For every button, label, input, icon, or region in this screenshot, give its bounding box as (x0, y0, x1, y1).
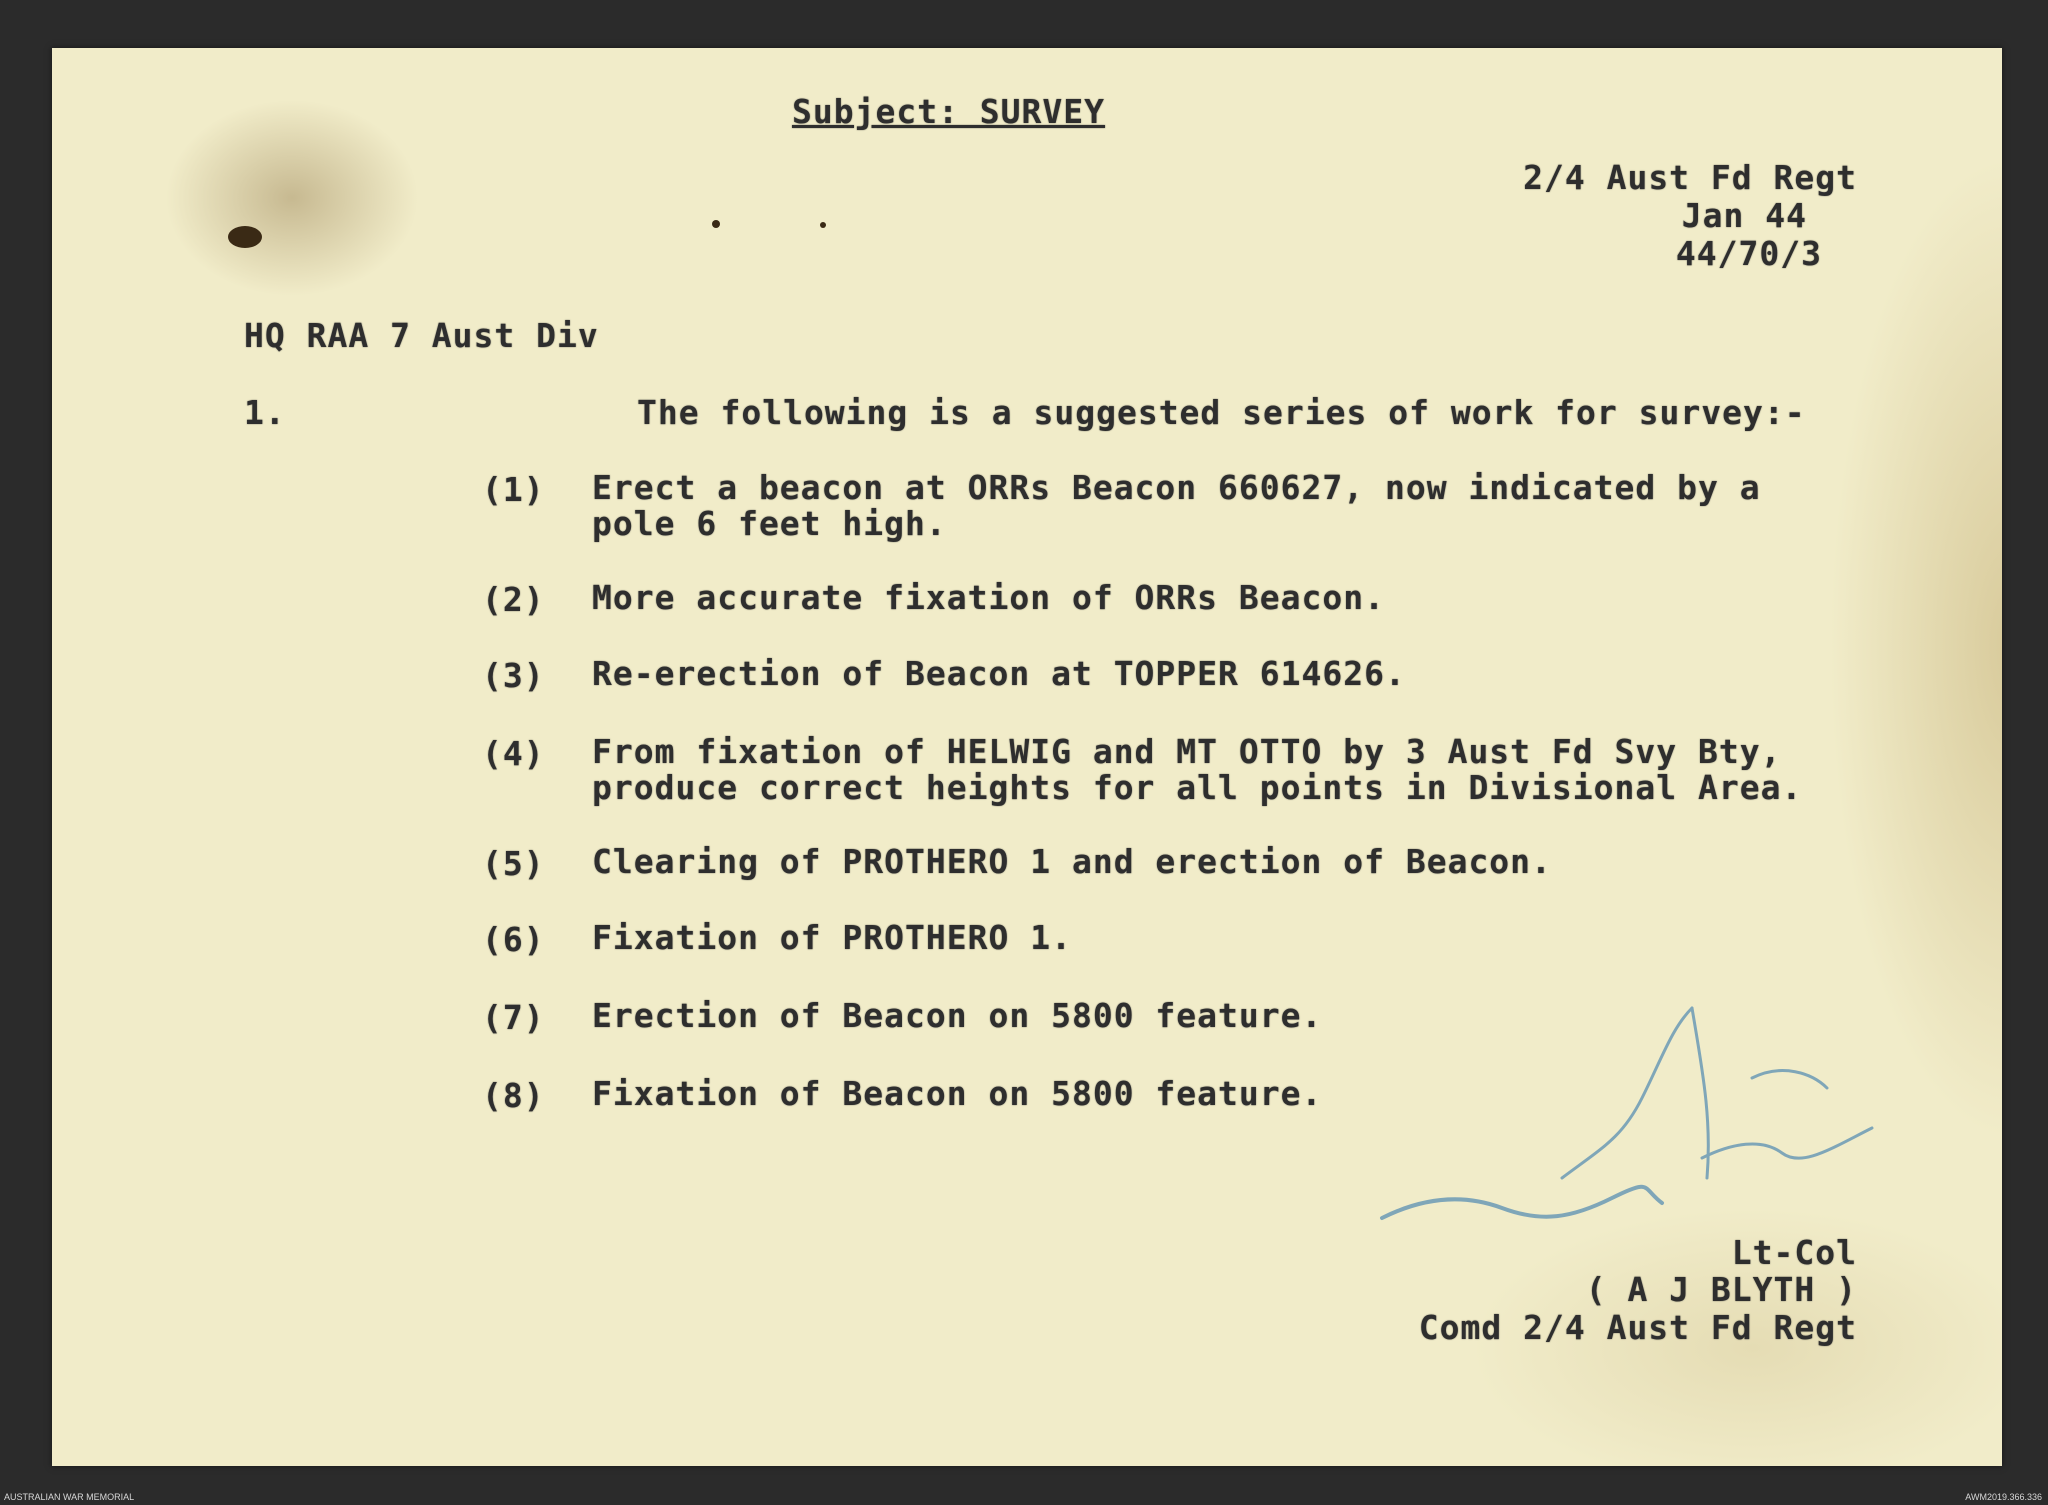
signatory-name: ( A J BLYTH ) (1585, 1270, 1857, 1309)
paragraph-number: 1. (244, 393, 286, 432)
item-number: (3) (482, 656, 545, 695)
ink-stain (820, 222, 826, 228)
item-text: Erection of Beacon on 5800 feature. (592, 996, 1323, 1035)
subject-heading: Subject: SURVEY (792, 92, 1106, 131)
item-number: (5) (482, 844, 545, 883)
file-reference: 44/70/3 (1675, 234, 1822, 273)
item-number: (8) (482, 1076, 545, 1115)
ink-stain (228, 226, 262, 248)
item-text: Fixation of Beacon on 5800 feature. (592, 1074, 1323, 1113)
item-text: From fixation of HELWIG and MT OTTO by 3 Aust Fd Svy Bty, produce correct heights for all points in Divisional Area. (592, 732, 1803, 807)
handwritten-signature (1312, 948, 1932, 1278)
item-text: Fixation of PROTHERO 1. (592, 918, 1072, 957)
item-number: (7) (482, 998, 545, 1037)
item-text: Clearing of PROTHERO 1 and erection of Beacon. (592, 842, 1552, 881)
item-number: (2) (482, 580, 545, 619)
archive-credit: AUSTRALIAN WAR MEMORIAL (4, 1492, 135, 1502)
item-number: (1) (482, 470, 545, 509)
signatory-title: Comd 2/4 Aust Fd Regt (1418, 1308, 1857, 1347)
document-date: Jan 44 (1681, 196, 1807, 235)
archive-reference: AWM2019.366.336 (1965, 1492, 2042, 1502)
item-text: Re-erection of Beacon at TOPPER 614626. (592, 654, 1406, 693)
document-sheet (52, 48, 2002, 1466)
item-number: (4) (482, 734, 545, 773)
item-text: More accurate fixation of ORRs Beacon. (592, 578, 1385, 617)
ink-stain (712, 220, 720, 228)
sender-unit: 2/4 Aust Fd Regt (1523, 158, 1857, 197)
signatory-rank: Lt-Col (1731, 1233, 1857, 1272)
item-number: (6) (482, 920, 545, 959)
item-text: Erect a beacon at ORRs Beacon 660627, now indicated by a pole 6 feet high. (592, 468, 1761, 543)
paragraph-intro: The following is a suggested series of work for survey:- (637, 393, 1806, 432)
addressee: HQ RAA 7 Aust Div (244, 316, 599, 355)
